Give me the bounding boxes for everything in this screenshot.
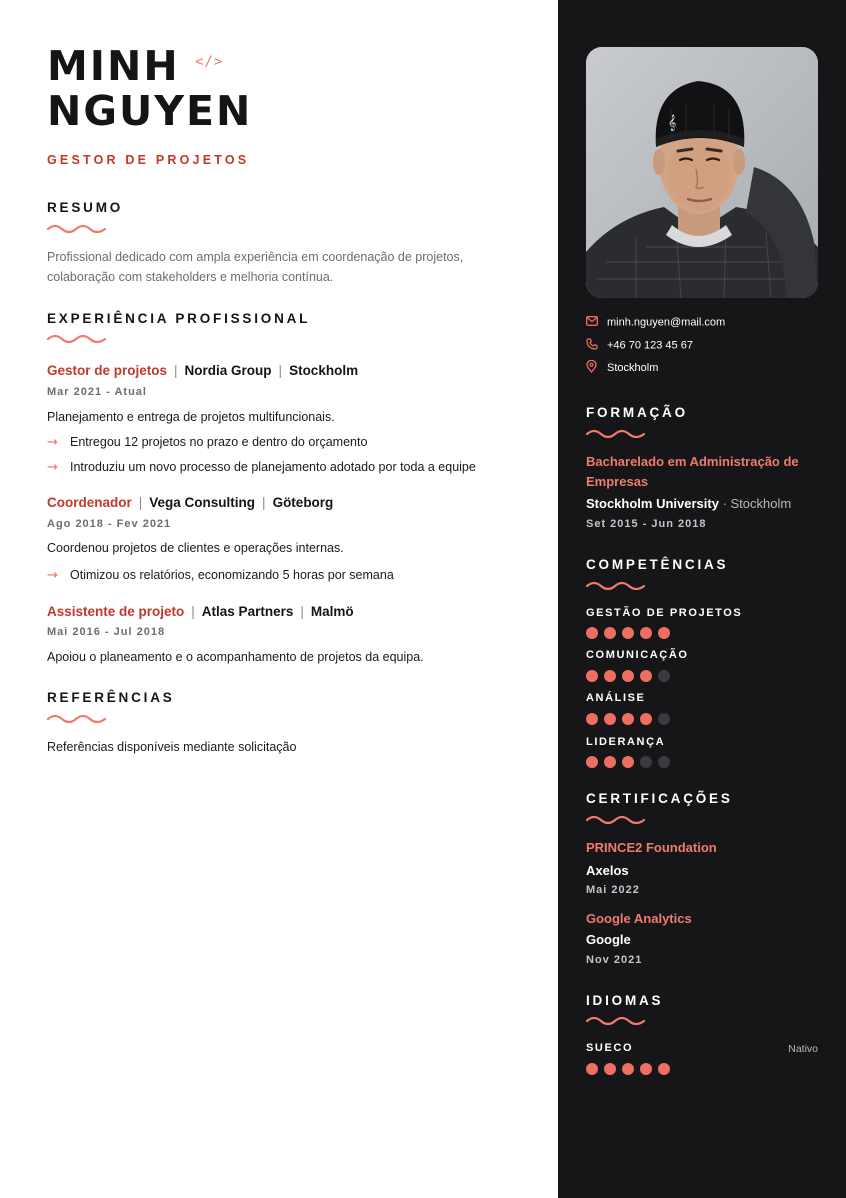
rating-dot-filled	[604, 627, 616, 639]
achievement-item: → Otimizou os relatórios, economizando 5 horas por semana	[47, 568, 394, 583]
contact-location: Stockholm	[586, 360, 658, 376]
degree-title: Bacharelado em Administração de Empresas	[586, 454, 799, 489]
rating-dot-empty	[658, 713, 670, 725]
job-date: Mai 2016 - Jul 2018	[47, 626, 166, 638]
last-name: NGUYEN	[47, 87, 253, 135]
wave-divider	[47, 713, 107, 725]
wave-divider	[586, 580, 646, 592]
rating-dot-empty	[640, 756, 652, 768]
rating-dot-empty	[658, 670, 670, 682]
job-role: Coordenador	[47, 495, 132, 510]
rating-dot-filled	[640, 1063, 652, 1075]
job-city: Stockholm	[289, 363, 359, 378]
contact-email[interactable]: minh.nguyen@mail.com	[586, 316, 725, 329]
experience-heading: EXPERIÊNCIA PROFISSIONAL	[47, 311, 311, 326]
certification-date: Mai 2022	[586, 884, 640, 896]
language-rating	[586, 1063, 670, 1075]
job-title: GESTOR DE PROJETOS	[47, 153, 250, 167]
sidebar	[558, 0, 846, 1198]
rating-dot-filled	[586, 670, 598, 682]
rating-dot-filled	[586, 627, 598, 639]
rating-dot-filled	[622, 713, 634, 725]
svg-text:𝄞: 𝄞	[668, 115, 677, 131]
rating-dot-filled	[586, 756, 598, 768]
job-header: Gestor de projetos | Nordia Group | Stockholm	[47, 363, 359, 378]
job-company: Nordia Group	[184, 363, 272, 378]
rating-dot-filled	[640, 627, 652, 639]
wave-divider	[47, 333, 107, 345]
rating-dot-filled	[640, 670, 652, 682]
contact-phone[interactable]: +46 70 123 45 67	[586, 338, 693, 353]
portrait-illustration	[586, 47, 818, 298]
skill-label: LIDERANÇA	[586, 736, 666, 748]
job-city: Malmö	[310, 604, 354, 619]
achievement-item: → Entregou 12 projetos no prazo e dentro do orçamento	[47, 435, 368, 450]
job-role: Gestor de projetos	[47, 363, 168, 378]
arrow-right-icon: →	[47, 568, 58, 583]
job-city: Göteborg	[272, 495, 334, 510]
references-heading: REFERÊNCIAS	[47, 690, 175, 705]
skill-rating	[586, 713, 670, 725]
rating-dot-filled	[622, 670, 634, 682]
wave-divider	[586, 1015, 646, 1027]
skill-rating	[586, 670, 670, 682]
skill-rating	[586, 756, 670, 768]
profile-photo	[586, 47, 818, 298]
rating-dot-filled	[622, 756, 634, 768]
rating-dot-filled	[604, 756, 616, 768]
first-name: MINH	[47, 42, 180, 90]
certification-issuer: Google	[586, 932, 631, 947]
arrow-right-icon: →	[47, 460, 58, 475]
certification-name: PRINCE2 Foundation	[586, 840, 717, 855]
school-name: Stockholm University · Stockholm	[586, 496, 792, 511]
references-text: Referências disponíveis mediante solicitação	[47, 740, 297, 754]
skills-heading: COMPETÊNCIAS	[586, 557, 729, 572]
mail-icon	[586, 316, 607, 329]
map-pin-icon	[586, 360, 607, 376]
rating-dot-filled	[604, 1063, 616, 1075]
job-description: Apoiou o planeamento e o acompanhamento de projetos da equipa.	[47, 650, 424, 664]
rating-dot-filled	[622, 1063, 634, 1075]
wave-divider	[47, 223, 107, 235]
rating-dot-filled	[604, 670, 616, 682]
certifications-heading: CERTIFICAÇÕES	[586, 791, 733, 806]
job-header: Assistente de projeto | Atlas Partners | Malmö	[47, 604, 354, 619]
skill-label: COMUNICAÇÃO	[586, 649, 689, 661]
rating-dot-filled	[658, 627, 670, 639]
job-company: Atlas Partners	[201, 604, 294, 619]
skill-rating	[586, 627, 670, 639]
rating-dot-filled	[604, 713, 616, 725]
rating-dot-empty	[658, 756, 670, 768]
skill-label: ANÁLISE	[586, 692, 646, 704]
certification-name: Google Analytics	[586, 911, 692, 926]
language-level: Nativo	[788, 1043, 818, 1055]
rating-dot-filled	[586, 1063, 598, 1075]
rating-dot-filled	[622, 627, 634, 639]
summary-heading: RESUMO	[47, 200, 124, 215]
certification-issuer: Axelos	[586, 863, 629, 878]
languages-heading: IDIOMAS	[586, 993, 664, 1008]
job-date: Mar 2021 - Atual	[47, 386, 147, 398]
code-icon: </>	[195, 54, 224, 70]
job-role: Assistente de projeto	[47, 604, 185, 619]
rating-dot-filled	[586, 713, 598, 725]
job-header: Coordenador | Vega Consulting | Göteborg	[47, 495, 334, 510]
education-date: Set 2015 - Jun 2018	[586, 518, 707, 530]
job-date: Ago 2018 - Fev 2021	[47, 518, 172, 530]
summary-text: Profissional dedicado com ampla experiência em coordenação de projetos, colaboração com stakeholders e melhoria contínua.	[47, 250, 464, 284]
arrow-right-icon: →	[47, 435, 58, 450]
wave-divider	[586, 814, 646, 826]
job-company: Vega Consulting	[149, 495, 256, 510]
achievement-item: → Introduziu um novo processo de planejamento adotado por toda a equipe	[47, 460, 476, 475]
wave-divider	[586, 428, 646, 440]
certification-date: Nov 2021	[586, 954, 643, 966]
job-description: Planejamento e entrega de projetos multifuncionais.	[47, 410, 335, 424]
skill-label: GESTÃO DE PROJETOS	[586, 607, 743, 619]
language-label: SUECO	[586, 1042, 634, 1054]
education-heading: FORMAÇÃO	[586, 405, 688, 420]
rating-dot-filled	[640, 713, 652, 725]
job-description: Coordenou projetos de clientes e operações internas.	[47, 541, 344, 555]
phone-icon	[586, 338, 607, 353]
rating-dot-filled	[658, 1063, 670, 1075]
